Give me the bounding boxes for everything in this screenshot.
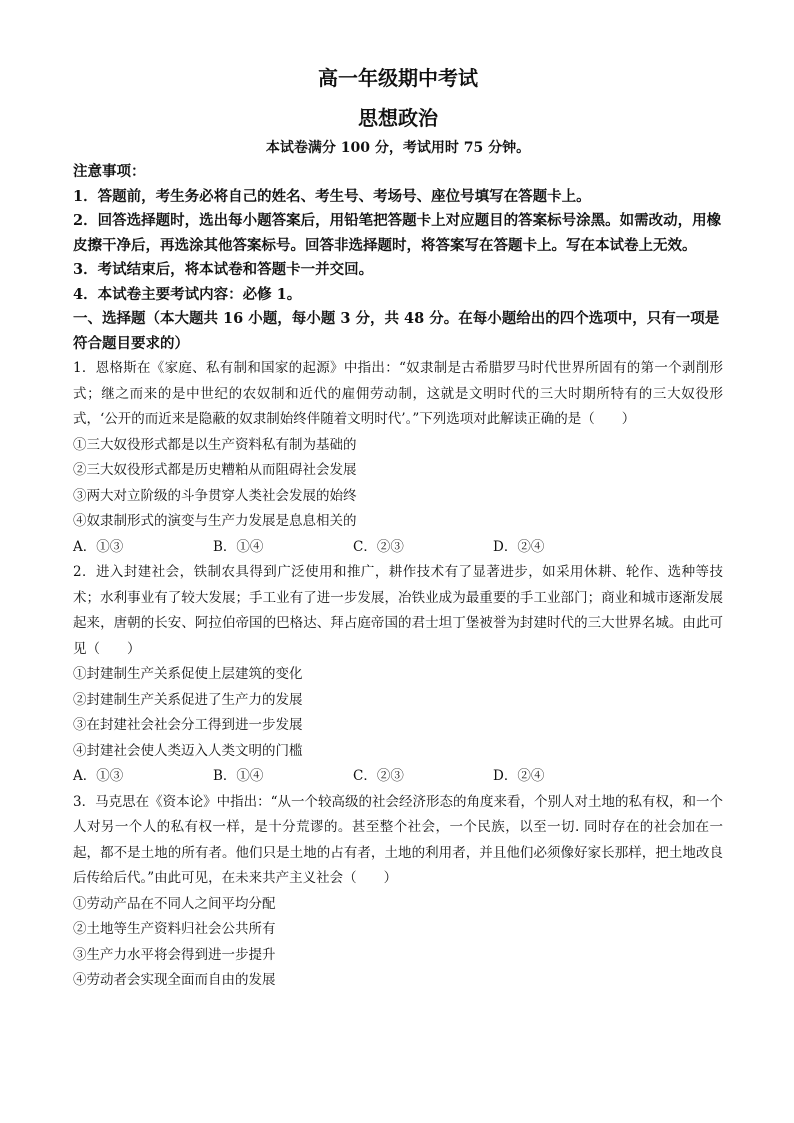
notes-heading: 注意事项：	[73, 163, 146, 180]
choice-a: A．①③	[73, 768, 124, 784]
question-option: ③在封建社会社会分工得到进一步发展	[73, 717, 303, 733]
note-item: 3．考试结束后，将本试卷和答题卡一并交回。	[73, 261, 374, 278]
choice-c: C．②③	[353, 538, 404, 555]
question-option: ④封建社会使人类迈入人类文明的门槛	[73, 742, 303, 759]
question-option: ①三大奴役形式都是以生产资料私有制为基础的	[73, 436, 357, 453]
question-option: ④奴隶制形式的演变与生产力发展是息息相关的	[73, 513, 357, 529]
choice-b: B．①④	[213, 538, 264, 555]
choice-c: C．②③	[353, 768, 404, 784]
question-option: ①劳动产品在不同人之间平均分配	[73, 895, 276, 912]
choice-b: B．①④	[213, 768, 264, 784]
question-option: ②封建制生产关系促进了生产力的发展	[73, 691, 303, 708]
question-stem: 3．马克思在《资本论》中指出：“从一个较高级的社会经济形态的角度来看，个别人对土地的私有权，和一个人对另一个人的私有权一样，是十分荒谬的。甚至整个社会，一个民族，以至一切. 同时存在的社会加在一起，都不是土地的所有者。他们只是土地的占有者，土地的利用者，并且他们必须像好家长那样，把土地改良后传给后代。”由此可见，在未来共产主义社会（ ）	[73, 793, 723, 886]
answer-choices	[73, 535, 723, 561]
exam-page	[73, 64, 723, 994]
question-stem: 1．恩格斯在《家庭、私有制和国家的起源》中指出：“奴隶制是古希腊罗马时代世界所固有的第一个剥削形式；继之而来的是中世纪的农奴制和近代的雇佣劳动制，这就是文明时代的三大时期所特有的三大奴役形式，‘公开的而近来是隐蔽的奴隶制始终伴随着文明时代’。”下列选项对此解读正确的是（ ）	[73, 360, 723, 427]
choice-a: A．①③	[73, 538, 124, 555]
subject-title: 思想政治	[358, 106, 438, 130]
note-item: 2．回答选择题时，选出每小题答案后，用铅笔把答题卡上对应题目的答案标号涂黑。如需改动，用橡皮擦干净后，再选涂其他答案标号。回答非选择题时，将答案写在答题卡上。写在本试卷上无效。	[73, 212, 722, 254]
exam-title: 高一年级期中考试	[318, 66, 478, 90]
note-item: 4．本试卷主要考试内容：必修 1。	[73, 285, 302, 303]
question-stem: 2．进入封建社会，铁制农具得到广泛使用和推广，耕作技术有了显著进步，如采用休耕、轮作、选种等技术；水利事业有了较大发展；手工业有了进一步发展，冶铁业成为最重要的手工业部门；商业和城市逐渐发展起来，唐朝的长安、阿拉伯帝国的巴格达、拜占庭帝国的君士坦丁堡被誉为封建时代的三大世界名城。由此可见（ ）	[73, 564, 723, 657]
note-item: 1．答题前，考生务必将自己的姓名、考生号、考场号、座位号填写在答题卡上。	[73, 187, 591, 205]
question-option: ③两大对立阶级的斗争贯穿人类社会发展的始终	[73, 487, 357, 504]
question-1	[73, 356, 723, 560]
exam-info: 本试卷满分 100 分，考试用时 75 分钟。	[265, 140, 531, 156]
question-option: ③生产力水平将会得到进一步提升	[73, 946, 276, 963]
question-2	[73, 560, 723, 790]
choice-d: D．②④	[493, 768, 545, 784]
choice-d: D．②④	[493, 538, 545, 555]
question-option: ④劳动者会实现全面而自由的发展	[73, 972, 276, 988]
question-option: ①封建制生产关系促使上层建筑的变化	[73, 666, 303, 682]
question-3	[73, 790, 723, 994]
question-option: ②三大奴役形式都是历史糟粕从而阻碍社会发展	[73, 462, 357, 478]
section-heading: 一、选择题（本大题共 16 小题，每小题 3 分，共 48 分。在每小题给出的四个选项中，只有一项是符合题目要求的）	[73, 310, 720, 352]
question-option: ②土地等生产资料归社会公共所有	[73, 921, 276, 937]
answer-choices	[73, 764, 723, 790]
